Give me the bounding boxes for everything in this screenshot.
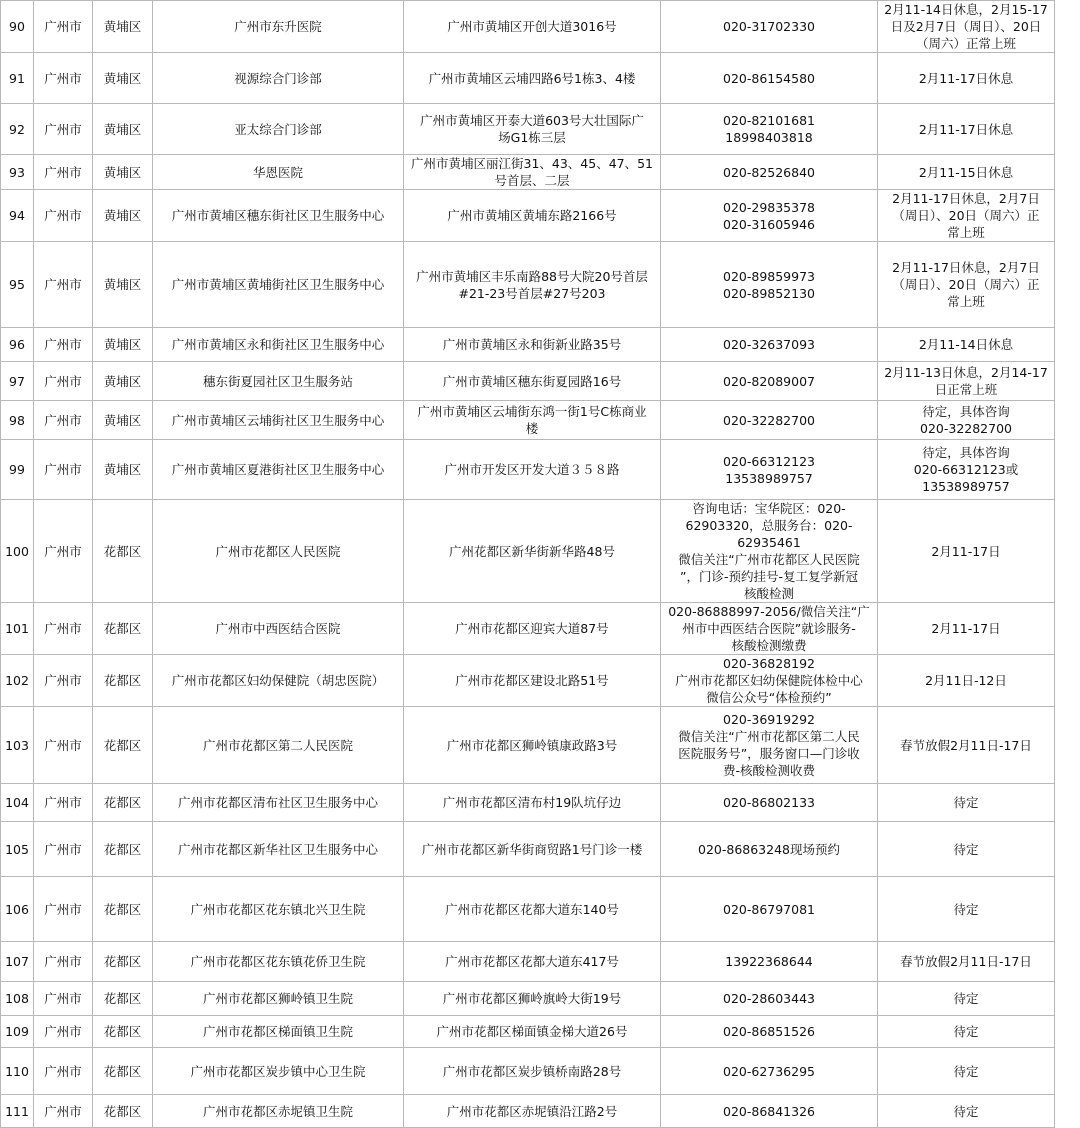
cell-name: 广州市花都区赤坭镇卫生院: [153, 1095, 404, 1128]
table-row: [1, 784, 1055, 822]
table-row: [1, 982, 1055, 1016]
cell-address: 广州市花都区赤坭镇沿江路2号: [404, 1095, 661, 1128]
cell-city: 广州市: [34, 190, 93, 242]
cell-district: 花都区: [93, 942, 153, 982]
cell-name: 广州市花都区第二人民医院: [153, 707, 404, 784]
cell-city: 广州市: [34, 603, 93, 655]
cell-no: 111: [1, 1095, 34, 1128]
cell-status: 2月11-15日休息: [878, 155, 1055, 190]
cell-district: 花都区: [93, 655, 153, 707]
cell-address: 广州市花都区狮岭旗岭大街19号: [404, 982, 661, 1016]
cell-address: 广州市花都区狮岭镇康政路3号: [404, 707, 661, 784]
table-row: [1, 500, 1055, 603]
cell-address: 广州市黄埔区开创大道3016号: [404, 1, 661, 53]
cell-city: 广州市: [34, 707, 93, 784]
cell-district: 黄埔区: [93, 440, 153, 500]
cell-name: 广州市黄埔区永和街社区卫生服务中心: [153, 328, 404, 362]
cell-status: 2月11-13日休息，2月14-17 日正常上班: [878, 362, 1055, 401]
cell-no: 103: [1, 707, 34, 784]
cell-city: 广州市: [34, 942, 93, 982]
cell-district: 花都区: [93, 1095, 153, 1128]
cell-name: 广州市花都区狮岭镇卫生院: [153, 982, 404, 1016]
cell-district: 花都区: [93, 1016, 153, 1048]
table-row: [1, 877, 1055, 942]
table-row: [1, 1048, 1055, 1095]
cell-status: 2月11-14日休息: [878, 328, 1055, 362]
cell-address: 广州市花都区清布村19队坑仔边: [404, 784, 661, 822]
cell-phone: 020-36919292 微信关注“广州市花都区第二人民 医院服务号”，服务窗口—门诊收 费-核酸检测收费: [661, 707, 878, 784]
cell-district: 花都区: [93, 707, 153, 784]
table-row: [1, 328, 1055, 362]
cell-no: 97: [1, 362, 34, 401]
cell-phone: 020-29835378 020-31605946: [661, 190, 878, 242]
cell-name: 广州市黄埔区夏港街社区卫生服务中心: [153, 440, 404, 500]
cell-status: 2月11日-12日: [878, 655, 1055, 707]
cell-phone: 13922368644: [661, 942, 878, 982]
cell-no: 96: [1, 328, 34, 362]
cell-address: 广州市花都区新华街商贸路1号门诊一楼: [404, 822, 661, 877]
cell-no: 105: [1, 822, 34, 877]
cell-status: 2月11-17日: [878, 500, 1055, 603]
cell-no: 104: [1, 784, 34, 822]
cell-phone: 020-89859973 020-89852130: [661, 242, 878, 328]
cell-district: 黄埔区: [93, 242, 153, 328]
cell-address: 广州市开发区开发大道３５８路: [404, 440, 661, 500]
cell-no: 101: [1, 603, 34, 655]
cell-city: 广州市: [34, 242, 93, 328]
cell-status: 待定: [878, 877, 1055, 942]
cell-status: 2月11-17日休息，2月7日 （周日）、20日（周六）正 常上班: [878, 190, 1055, 242]
cell-status: 待定: [878, 1095, 1055, 1128]
cell-address: 广州市黄埔区丰乐南路88号大院20号首层 #21-23号首层#27号203: [404, 242, 661, 328]
cell-district: 黄埔区: [93, 362, 153, 401]
cell-city: 广州市: [34, 328, 93, 362]
cell-name: 广州市花都区花东镇花侨卫生院: [153, 942, 404, 982]
cell-no: 110: [1, 1048, 34, 1095]
cell-no: 91: [1, 53, 34, 104]
cell-status: 待定: [878, 822, 1055, 877]
cell-address: 广州市花都区梯面镇金梯大道26号: [404, 1016, 661, 1048]
cell-phone: 020-31702330: [661, 1, 878, 53]
cell-name: 广州市花都区花东镇北兴卫生院: [153, 877, 404, 942]
cell-phone: 020-82101681 18998403818: [661, 104, 878, 155]
cell-address: 广州市黄埔区云埔四路6号1栋3、4楼: [404, 53, 661, 104]
cell-address: 广州市花都区花都大道东417号: [404, 942, 661, 982]
cell-phone: 020-86863248现场预约: [661, 822, 878, 877]
cell-city: 广州市: [34, 104, 93, 155]
table-row: [1, 707, 1055, 784]
cell-city: 广州市: [34, 362, 93, 401]
cell-no: 93: [1, 155, 34, 190]
cell-city: 广州市: [34, 822, 93, 877]
cell-city: 广州市: [34, 1, 93, 53]
table-row: [1, 822, 1055, 877]
cell-status: 2月11-14日休息，2月15-17 日及2月7日（周日）、20日 （周六）正常上班: [878, 1, 1055, 53]
cell-name: 广州市花都区清布社区卫生服务中心: [153, 784, 404, 822]
cell-no: 100: [1, 500, 34, 603]
cell-district: 黄埔区: [93, 104, 153, 155]
cell-city: 广州市: [34, 655, 93, 707]
cell-city: 广州市: [34, 1016, 93, 1048]
cell-no: 106: [1, 877, 34, 942]
cell-status: 春节放假2月11日-17日: [878, 942, 1055, 982]
cell-status: 待定: [878, 1016, 1055, 1048]
table-row: [1, 190, 1055, 242]
cell-district: 花都区: [93, 500, 153, 603]
cell-phone: 咨询电话：宝华院区：020- 62903320，总服务台：020- 62935461 微信关注“广州市花都区人民医院 ”，门诊-预约挂号-复工复学新冠 核酸检测: [661, 500, 878, 603]
cell-name: 广州市黄埔区黄埔街社区卫生服务中心: [153, 242, 404, 328]
cell-address: 广州市黄埔区云埔街东鸿一街1号C栋商业 楼: [404, 401, 661, 440]
table-row: [1, 1095, 1055, 1128]
cell-phone: 020-86888997-2056/微信关注“广 州市中西医结合医院”就诊服务- 核酸检测缴费: [661, 603, 878, 655]
cell-status: 待定: [878, 784, 1055, 822]
table-row: [1, 104, 1055, 155]
cell-city: 广州市: [34, 1048, 93, 1095]
cell-address: 广州市花都区炭步镇桥南路28号: [404, 1048, 661, 1095]
cell-address: 广州市黄埔区穗东街夏园路16号: [404, 362, 661, 401]
cell-name: 广州市东升医院: [153, 1, 404, 53]
cell-status: 春节放假2月11日-17日: [878, 707, 1055, 784]
cell-phone: 020-66312123 13538989757: [661, 440, 878, 500]
cell-name: 广州市黄埔区穗东街社区卫生服务中心: [153, 190, 404, 242]
cell-no: 108: [1, 982, 34, 1016]
cell-phone: 020-86154580: [661, 53, 878, 104]
cell-name: 广州市花都区炭步镇中心卫生院: [153, 1048, 404, 1095]
cell-no: 102: [1, 655, 34, 707]
cell-name: 视源综合门诊部: [153, 53, 404, 104]
cell-name: 广州市中西医结合医院: [153, 603, 404, 655]
table-row: [1, 655, 1055, 707]
cell-status: 待定: [878, 1048, 1055, 1095]
cell-name: 穗东街夏园社区卫生服务站: [153, 362, 404, 401]
cell-address: 广州市黄埔区丽江街31、43、45、47、51 号首层、二层: [404, 155, 661, 190]
cell-status: 2月11-17日休息: [878, 104, 1055, 155]
cell-name: 广州市花都区人民医院: [153, 500, 404, 603]
cell-address: 广州市花都区建设北路51号: [404, 655, 661, 707]
cell-phone: 020-28603443: [661, 982, 878, 1016]
cell-status: 2月11-17日休息，2月7日 （周日）、20日（周六）正 常上班: [878, 242, 1055, 328]
cell-no: 90: [1, 1, 34, 53]
cell-city: 广州市: [34, 53, 93, 104]
cell-status: 待定，具体咨询 020-32282700: [878, 401, 1055, 440]
table-body: [1, 1, 1055, 1128]
table-row: [1, 53, 1055, 104]
cell-status: 待定: [878, 982, 1055, 1016]
cell-address: 广州花都区新华街新华路48号: [404, 500, 661, 603]
cell-phone: 020-32637093: [661, 328, 878, 362]
cell-phone: 020-86851526: [661, 1016, 878, 1048]
cell-name: 华恩医院: [153, 155, 404, 190]
table-row: [1, 1, 1055, 53]
cell-status: 2月11-17日: [878, 603, 1055, 655]
cell-phone: 020-86802133: [661, 784, 878, 822]
cell-no: 95: [1, 242, 34, 328]
cell-district: 花都区: [93, 822, 153, 877]
table-row: [1, 942, 1055, 982]
cell-phone: 020-86797081: [661, 877, 878, 942]
cell-phone: 020-82526840: [661, 155, 878, 190]
table-row: [1, 362, 1055, 401]
cell-address: 广州市花都区迎宾大道87号: [404, 603, 661, 655]
cell-district: 花都区: [93, 877, 153, 942]
cell-no: 98: [1, 401, 34, 440]
cell-address: 广州市黄埔区黄埔东路2166号: [404, 190, 661, 242]
cell-city: 广州市: [34, 440, 93, 500]
cell-district: 黄埔区: [93, 328, 153, 362]
cell-city: 广州市: [34, 401, 93, 440]
cell-name: 广州市花都区梯面镇卫生院: [153, 1016, 404, 1048]
cell-phone: 020-32282700: [661, 401, 878, 440]
cell-name: 亚太综合门诊部: [153, 104, 404, 155]
cell-no: 107: [1, 942, 34, 982]
cell-address: 广州市黄埔区开泰大道603号大壮国际广 场G1栋三层: [404, 104, 661, 155]
cell-district: 黄埔区: [93, 190, 153, 242]
cell-address: 广州市花都区花都大道东140号: [404, 877, 661, 942]
cell-phone: 020-86841326: [661, 1095, 878, 1128]
cell-city: 广州市: [34, 1095, 93, 1128]
cell-phone: 020-62736295: [661, 1048, 878, 1095]
table-row: [1, 401, 1055, 440]
cell-name: 广州市花都区妇幼保健院（胡忠医院）: [153, 655, 404, 707]
cell-district: 黄埔区: [93, 401, 153, 440]
table-row: [1, 603, 1055, 655]
cell-city: 广州市: [34, 155, 93, 190]
table-row: [1, 155, 1055, 190]
cell-district: 花都区: [93, 1048, 153, 1095]
cell-no: 99: [1, 440, 34, 500]
table-row: [1, 1016, 1055, 1048]
cell-no: 94: [1, 190, 34, 242]
cell-district: 花都区: [93, 603, 153, 655]
cell-status: 2月11-17日休息: [878, 53, 1055, 104]
cell-address: 广州市黄埔区永和街新业路35号: [404, 328, 661, 362]
cell-district: 黄埔区: [93, 155, 153, 190]
cell-name: 广州市花都区新华社区卫生服务中心: [153, 822, 404, 877]
cell-phone: 020-36828192 广州市花都区妇幼保健院体检中心 微信公众号“体检预约”: [661, 655, 878, 707]
table-row: [1, 440, 1055, 500]
cell-phone: 020-82089007: [661, 362, 878, 401]
cell-city: 广州市: [34, 500, 93, 603]
cell-status: 待定，具体咨询 020-66312123或 13538989757: [878, 440, 1055, 500]
cell-district: 黄埔区: [93, 1, 153, 53]
cell-district: 黄埔区: [93, 53, 153, 104]
cell-district: 花都区: [93, 982, 153, 1016]
table-row: [1, 242, 1055, 328]
cell-city: 广州市: [34, 784, 93, 822]
cell-city: 广州市: [34, 877, 93, 942]
cell-city: 广州市: [34, 982, 93, 1016]
cell-district: 花都区: [93, 784, 153, 822]
cell-no: 109: [1, 1016, 34, 1048]
cell-name: 广州市黄埔区云埔街社区卫生服务中心: [153, 401, 404, 440]
cell-no: 92: [1, 104, 34, 155]
